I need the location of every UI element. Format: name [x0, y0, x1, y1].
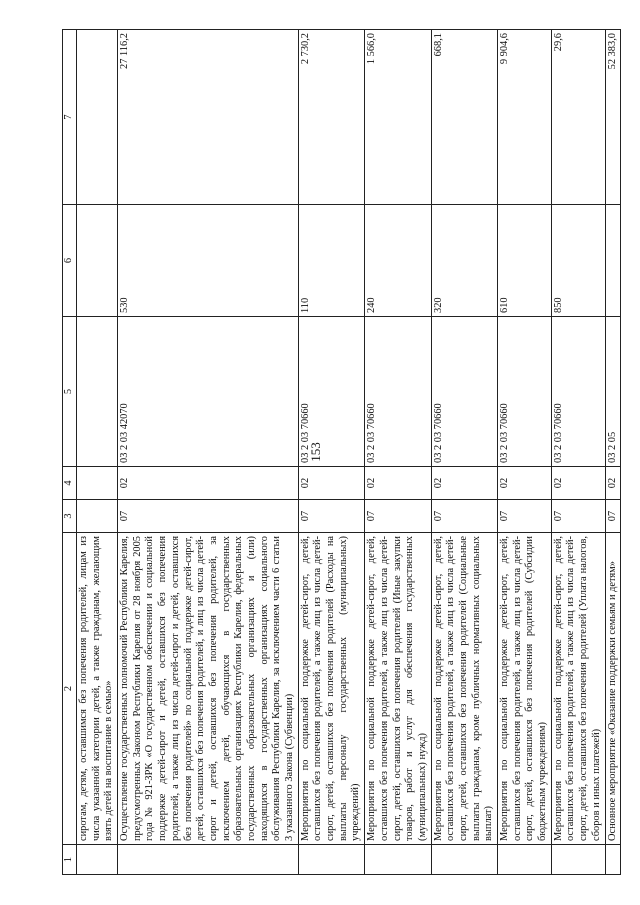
- cell-subsection: 02: [118, 467, 299, 500]
- header-cell-4: 4: [63, 467, 77, 500]
- cell-number: [298, 845, 364, 875]
- cell-section: 07: [605, 500, 621, 533]
- cell-amount: 2 730,2: [298, 30, 364, 205]
- cell-expense-type: 850: [551, 205, 605, 317]
- cell-section: 07: [298, 500, 364, 533]
- cell-expense-type: 240: [365, 205, 431, 317]
- cell-amount: [77, 30, 118, 205]
- cell-target-article: [77, 317, 118, 467]
- cell-name: Мероприятия по социальной поддержке детей-сирот, детей, оставшихся без попечения родителей, а также лиц из числа детей-сирот, детей, оставшихся без попечения родителей (Уплата налогов, сборов и иных платежей): [551, 533, 605, 845]
- cell-expense-type: 610: [498, 205, 552, 317]
- cell-name: Мероприятия по социальной поддержке детей-сирот, детей, оставшихся без попечения родителей, а также лиц из числа детей-сирот, детей, оставшихся без попечения родителей (Расходы на выплаты персоналу государственных (муниципальных) учреждений): [298, 533, 364, 845]
- cell-section: 07: [118, 500, 299, 533]
- table-row: [77, 30, 118, 875]
- cell-target-article: 03 2 03 70660: [431, 317, 497, 467]
- table-row: [298, 30, 364, 875]
- header-row: [63, 30, 77, 875]
- cell-section: 07: [498, 500, 552, 533]
- cell-name: Мероприятия по социальной поддержке детей-сирот, детей, оставшихся без попечения родителей, а также лиц из числа детей-сирот, детей, оставшихся без попечения родителей (Субсидии бюджетным учреждениям): [498, 533, 552, 845]
- header-cell-7: 7: [63, 30, 77, 205]
- header-cell-2: 2: [63, 533, 77, 845]
- cell-number: [77, 845, 118, 875]
- cell-expense-type: 110: [298, 205, 364, 317]
- cell-section: [77, 500, 118, 533]
- cell-name: Основное мероприятие «Оказание поддержки семьям и детям»: [605, 533, 621, 845]
- table-body: [63, 30, 621, 875]
- budget-table: [62, 29, 621, 875]
- cell-target-article: 03 2 03 70660: [298, 317, 364, 467]
- cell-name: Мероприятия по социальной поддержке детей-сирот, детей, оставшихся без попечения родителей, а также лиц из числа детей-сирот, детей, оставшихся без попечения родителей (Социальные выплаты гражданам, кроме публичных нормативных социальных выплат): [431, 533, 497, 845]
- cell-amount: 27 116,2: [118, 30, 299, 205]
- table-row: [551, 30, 605, 875]
- cell-amount: 52 383,0: [605, 30, 621, 205]
- cell-name: Осуществление государственных полномочий Республики Карелия, предусмотренных Законом Республики Карелия от 28 ноября 2005 года № 921-ЗРК «О государственном обеспечении и социальной поддержке детей-сирот и детей, оставшихся без попечения родителей, а также лиц из числа детей-сирот и детей, оставшихся без попечения родителей» по социальной поддержке детей-сирот, детей, оставшихся без попечения родителей, и лиц из числа детей-сирот и детей, оставшихся без попечения родителей, за исключением детей, обучающихся в государственных образовательных организациях Республики Карелия, федеральных государственных образовательных организациях и (или) находящихся в государственных организациях социального обслуживания Республики Карелия, за исключением части 6 статьи 3 указанного Закона (Субвенции): [118, 533, 299, 845]
- cell-section: 07: [551, 500, 605, 533]
- cell-name: сиротам, детям, оставшимся без попечения родителей, лицам из числа указанной категории детей, а также гражданам, желающим взять детей на воспитание в семью»: [77, 533, 118, 845]
- cell-target-article: 03 2 03 70660: [498, 317, 552, 467]
- cell-section: 07: [431, 500, 497, 533]
- header-cell-1: 1: [63, 845, 77, 875]
- cell-number: [365, 845, 431, 875]
- cell-amount: 1 566,0: [365, 30, 431, 205]
- rotated-page: [62, 30, 622, 875]
- cell-expense-type: 530: [118, 205, 299, 317]
- cell-number: [431, 845, 497, 875]
- cell-expense-type: [605, 205, 621, 317]
- cell-number: [118, 845, 299, 875]
- page-number: 153: [308, 442, 323, 462]
- cell-section: 07: [365, 500, 431, 533]
- cell-number: [551, 845, 605, 875]
- cell-subsection: 02: [498, 467, 552, 500]
- header-cell-6: 6: [63, 205, 77, 317]
- cell-subsection: [77, 467, 118, 500]
- cell-target-article: 03 2 03 42070: [118, 317, 299, 467]
- cell-subsection: 02: [431, 467, 497, 500]
- cell-name: Мероприятия по социальной поддержке детей-сирот, детей, оставшихся без попечения родителей, а также лиц из числа детей-сирот, детей, оставшихся без попечения родителей (Иные закупки товаров, работ и услуг для обеспечения государственных (муниципальных) нужд): [365, 533, 431, 845]
- cell-target-article: 03 2 03 70660: [551, 317, 605, 467]
- header-cell-3: 3: [63, 500, 77, 533]
- table-row: [605, 30, 621, 875]
- table-row: [498, 30, 552, 875]
- table-row: [431, 30, 497, 875]
- table-row: [365, 30, 431, 875]
- cell-number: [498, 845, 552, 875]
- cell-target-article: 03 2 05: [605, 317, 621, 467]
- cell-amount: 668,1: [431, 30, 497, 205]
- cell-expense-type: [77, 205, 118, 317]
- cell-subsection: 02: [551, 467, 605, 500]
- cell-number: [605, 845, 621, 875]
- cell-expense-type: 320: [431, 205, 497, 317]
- cell-target-article: 03 2 03 70660: [365, 317, 431, 467]
- cell-amount: 9 904,6: [498, 30, 552, 205]
- cell-subsection: 02: [365, 467, 431, 500]
- header-cell-5: 5: [63, 317, 77, 467]
- cell-subsection: 02: [298, 467, 364, 500]
- table-row: [118, 30, 299, 875]
- cell-subsection: 02: [605, 467, 621, 500]
- cell-amount: 29,6: [551, 30, 605, 205]
